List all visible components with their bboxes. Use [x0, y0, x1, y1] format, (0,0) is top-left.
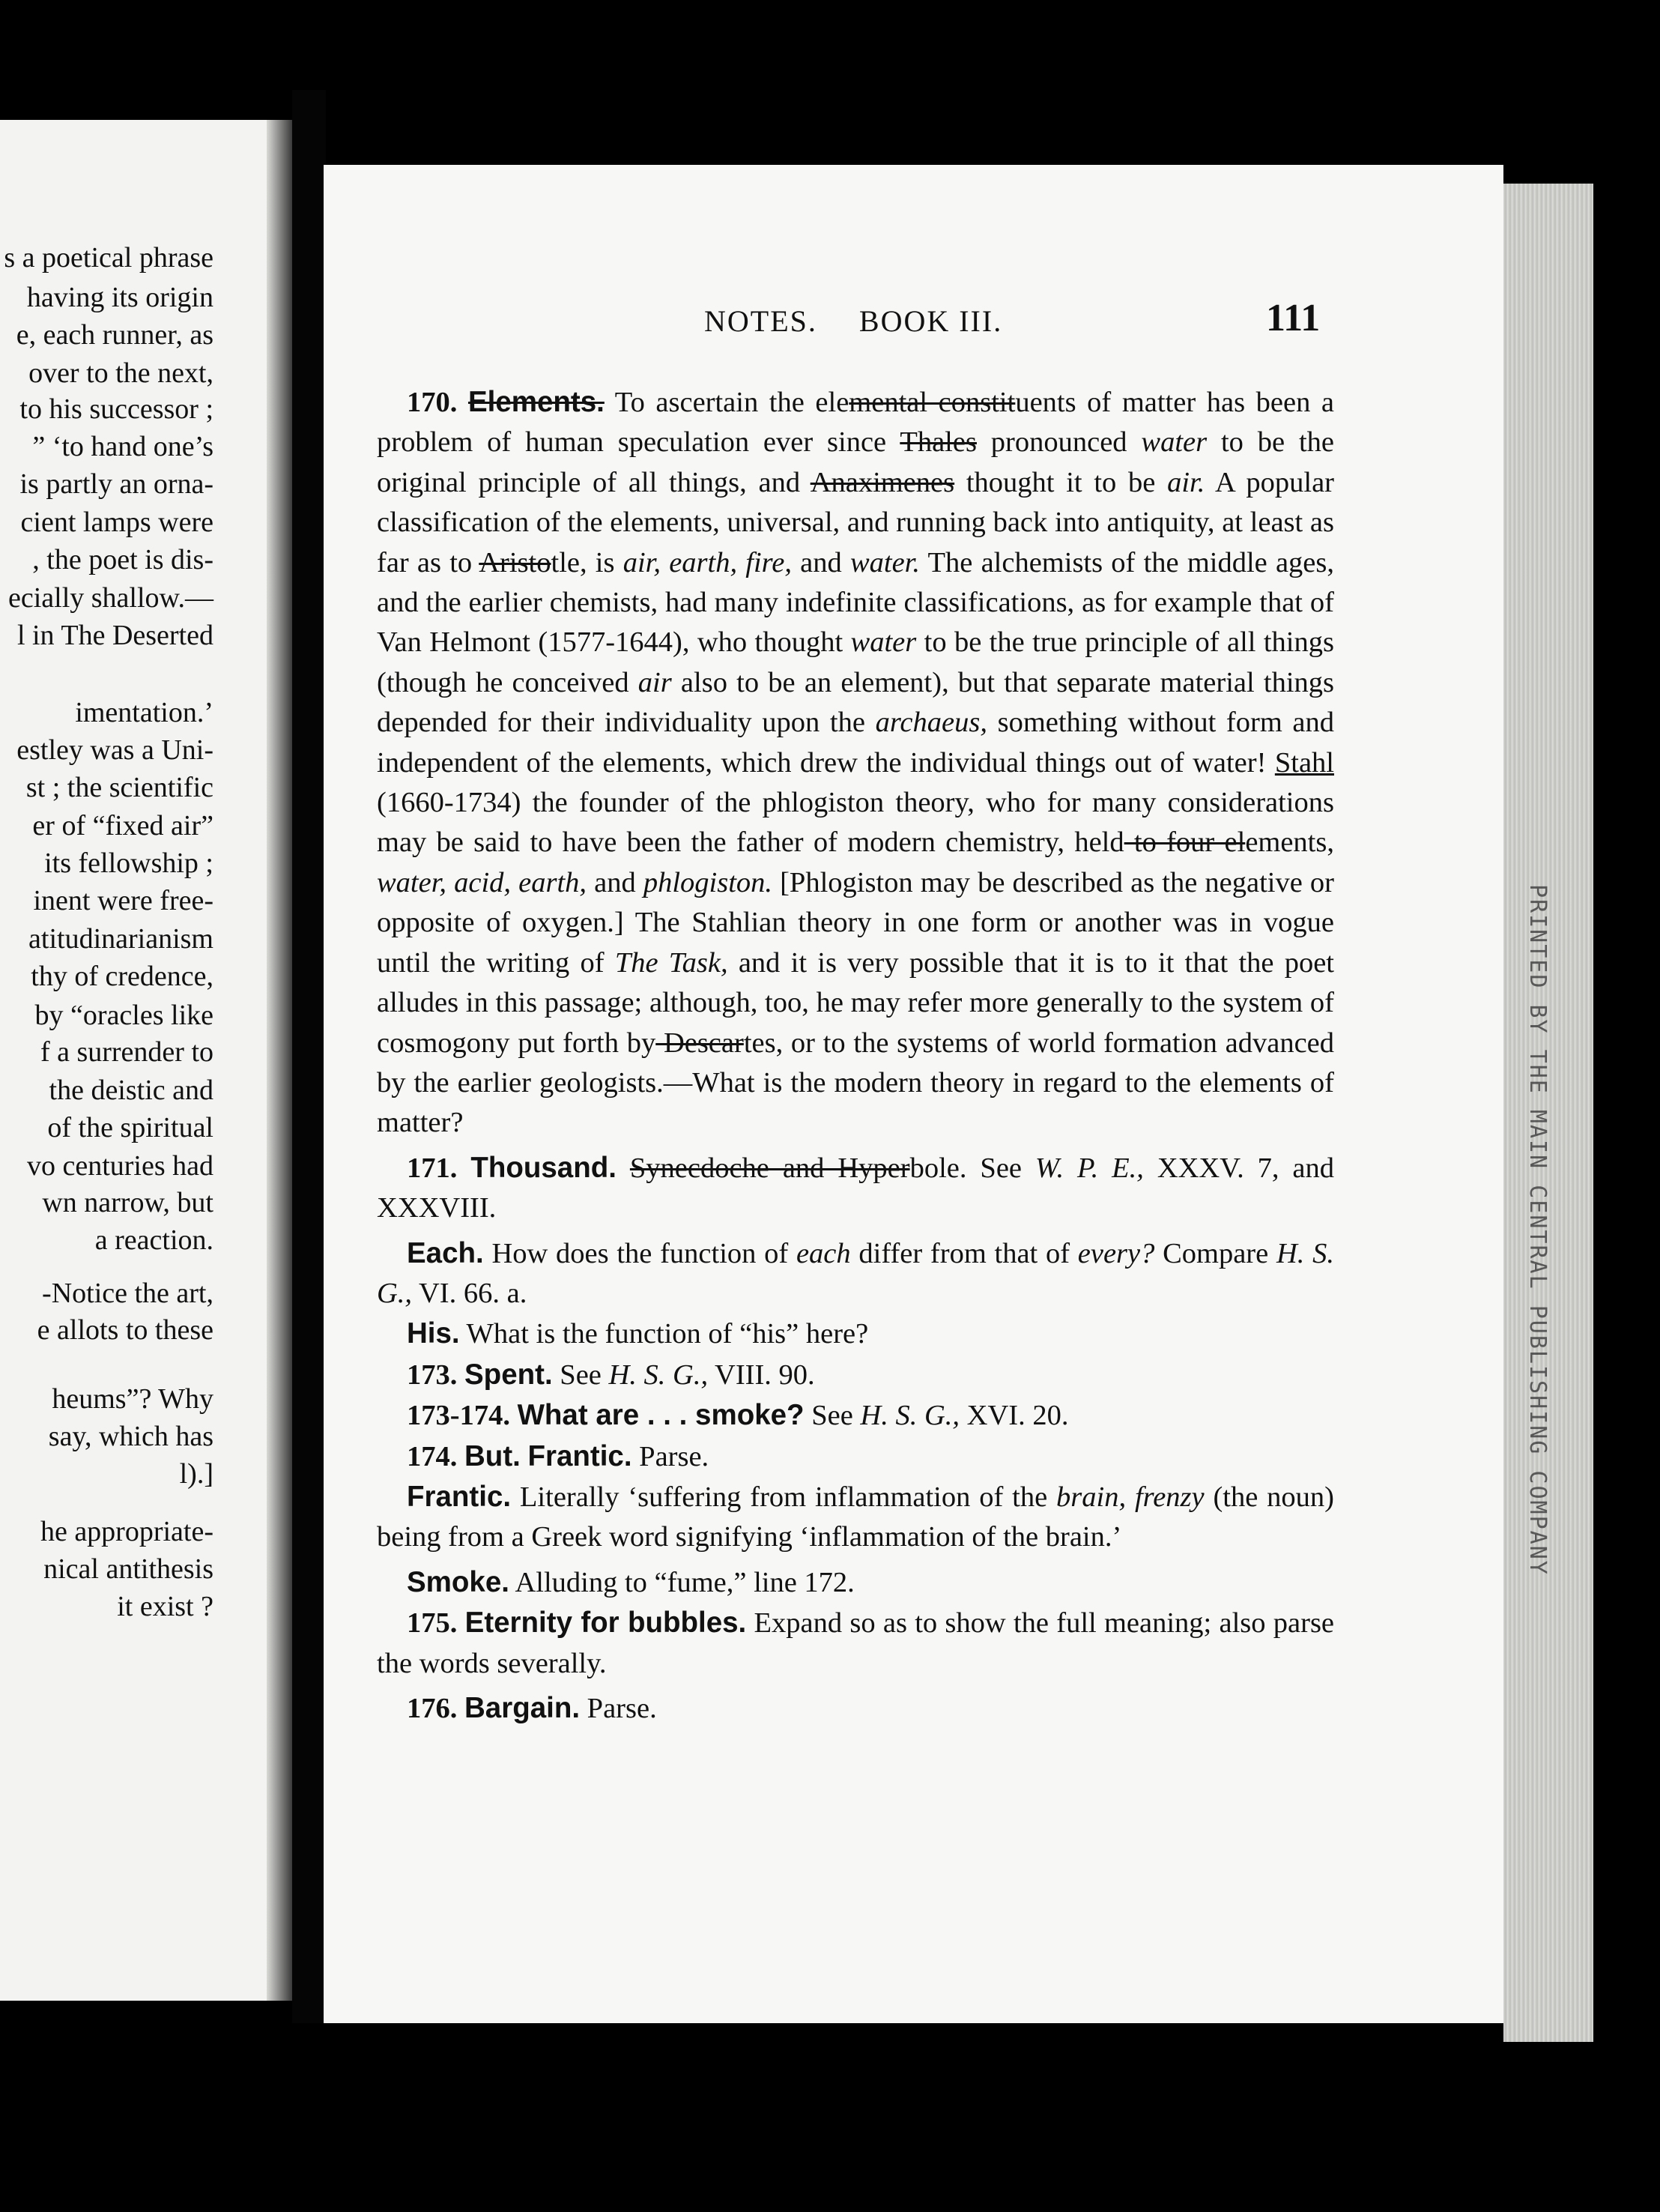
- scan-background: [0, 0, 1660, 67]
- note-text: Parse.: [580, 1693, 657, 1724]
- left-page-line: l).]: [179, 1458, 213, 1490]
- note-174: [377, 1436, 1334, 1477]
- note-175: [377, 1603, 1334, 1684]
- note-text: (the noun) being from a Greek word signifying ‘inflammation of the brain.’: [377, 1481, 1334, 1553]
- note-number: 174.: [407, 1440, 458, 1472]
- left-page-line: its fellowship ;: [44, 847, 213, 879]
- fore-edge-print: PRINTED BY THE MAIN CENTRAL PUBLISHING COMPANY: [1524, 884, 1551, 1576]
- left-page-line: , the poet is dis-: [32, 544, 213, 575]
- note-text: tes, or to the systems of world formation advanced by the earlier geologists.—What is the modern theory in regard to the elements of matter?: [377, 1027, 1334, 1139]
- pencil-strike-text: to four el: [1124, 827, 1246, 859]
- left-page-line: e, each runner, as: [16, 319, 213, 351]
- note-text: and: [791, 546, 850, 578]
- note-text: How does the function of: [483, 1237, 796, 1269]
- note-headword: Bargain.: [464, 1692, 581, 1724]
- note-text: Parse.: [631, 1440, 709, 1472]
- note-number: 175.: [407, 1607, 458, 1640]
- left-page-line: inent were free-: [33, 885, 213, 916]
- italic-term: water, acid, earth,: [377, 866, 587, 898]
- note-text: to be the original principle of all things, and: [377, 426, 1335, 498]
- page-number: 111: [1266, 297, 1321, 339]
- left-page-line: nical antithesis: [43, 1553, 213, 1585]
- note-text: ements,: [1245, 827, 1334, 859]
- left-page-line: it exist ?: [117, 1591, 213, 1622]
- pencil-strike-text: mental constit: [849, 387, 1016, 418]
- italic-term: air, earth, fire,: [622, 546, 792, 578]
- note-text: tle, is: [551, 546, 623, 578]
- left-page-line: he appropriate-: [40, 1516, 213, 1547]
- italic-term: air.: [1167, 466, 1205, 498]
- note-text: Expand so as to show the full meaning; also parse the words severally.: [377, 1607, 1335, 1679]
- note-text: something without form and independent of the elements, which drew the individual things out of water!: [377, 707, 1334, 779]
- italic-term: every?: [1077, 1237, 1155, 1269]
- pencil-strike-text: Descar: [655, 1027, 744, 1059]
- note-his: [377, 1314, 1334, 1354]
- italic-term: H. S. G.,: [860, 1400, 960, 1432]
- note-text: XVI. 20.: [960, 1400, 1069, 1432]
- left-page-line: ” ‘to hand one’s: [32, 431, 213, 462]
- note-headword: His.: [407, 1317, 460, 1350]
- italic-term: brain,: [1056, 1481, 1127, 1513]
- left-page-line: heums”? Why: [52, 1383, 213, 1415]
- note-text: (1660-1734) the founder of the phlogiston theory, who for many considerations may be said to have been the father of modern chemistry, held: [377, 787, 1334, 859]
- note-176: [377, 1688, 1334, 1729]
- note-number: 171.: [407, 1152, 458, 1184]
- italic-term: air: [637, 666, 672, 698]
- pencil-strike-text: Thales: [900, 426, 977, 459]
- note-smoke: [377, 1562, 1334, 1603]
- note-text: XXXV. 7, and XXXVIII.: [377, 1152, 1335, 1224]
- left-page-line: by “oracles like: [34, 1000, 213, 1031]
- note-text: and it is very possible that it is to it that the poet alludes in this passage; although, too, he may refer more generally to the system of cosmogony put forth by: [377, 946, 1334, 1059]
- italic-term: H. S. G.,: [377, 1237, 1334, 1309]
- note-headword: Smoke.: [407, 1565, 509, 1598]
- pencil-strike-text: Anaximenes: [810, 466, 955, 498]
- left-page-line: vo centuries had: [26, 1150, 213, 1182]
- left-page-line: the deistic and: [49, 1075, 213, 1106]
- note-171: [377, 1148, 1334, 1229]
- left-page-line: -Notice the art,: [42, 1278, 213, 1309]
- note-text: to be the true principle of all things (though he conceived: [377, 626, 1334, 698]
- left-page-line: estley was a Uni-: [16, 734, 213, 766]
- note-text: Alluding to “fume,” line 172.: [509, 1566, 855, 1598]
- note-text: differ from that of: [850, 1237, 1078, 1269]
- left-page-line: thy of credence,: [31, 961, 213, 992]
- running-head: [704, 303, 1002, 339]
- note-headword: Each.: [407, 1236, 484, 1269]
- note-text: What is the function of “his” here?: [459, 1318, 869, 1350]
- left-page-line: atitudinarianism: [28, 923, 213, 955]
- left-page-line: imentation.’: [75, 697, 213, 728]
- italic-term: phlogiston.: [643, 866, 773, 898]
- note-headword: Frantic.: [527, 1439, 632, 1472]
- note-text: thought it to be: [954, 466, 1168, 498]
- left-page-line: to his successor ;: [19, 393, 213, 425]
- left-page-line: f a surrender to: [40, 1036, 213, 1068]
- italic-term: archaeus,: [875, 707, 987, 739]
- note-text: [1126, 1481, 1135, 1513]
- note-headword: Elements.: [467, 386, 605, 418]
- note-text: Literally ‘suffering from inflammation of the: [511, 1481, 1057, 1513]
- pencil-strike-text: Aristo: [479, 546, 551, 578]
- running-head-book: BOOK III.: [858, 304, 1003, 338]
- note-text: A popular classification of the elements, universal, and running back into antiquity, at least as far as to: [377, 466, 1334, 578]
- note-frantic: [377, 1477, 1334, 1558]
- note-headword: Spent.: [464, 1358, 553, 1391]
- note-text: VI. 66. a.: [412, 1277, 527, 1309]
- scan-background-right: [1593, 180, 1660, 2038]
- note-text: VIII. 90.: [708, 1359, 815, 1391]
- left-page-line: over to the next,: [28, 357, 213, 389]
- note-text: Compare: [1154, 1237, 1276, 1269]
- note-text: See: [552, 1359, 609, 1391]
- note-text: and: [587, 866, 643, 898]
- left-facing-page: [0, 120, 292, 2001]
- note-text: To ascertain the ele: [614, 387, 849, 418]
- note-text: pronounced: [976, 426, 1142, 459]
- note-text: [Phlogiston may be described as the negative or opposite of oxygen.] The Stahlian theory in one form or another was in vogue until the writing of: [377, 866, 1334, 979]
- italic-term: W. P. E.,: [1035, 1152, 1144, 1184]
- note-text: See: [804, 1400, 861, 1432]
- italic-term: each: [796, 1237, 851, 1269]
- italic-term: water: [850, 626, 917, 659]
- pencil-underline-text: Stahl: [1274, 746, 1334, 779]
- italic-term: water: [1141, 426, 1208, 459]
- note-173-174: [377, 1395, 1334, 1436]
- book-spine-gap: [292, 90, 326, 2023]
- notes-body: [377, 382, 1334, 1729]
- note-headword: What are . . . smoke?: [517, 1399, 805, 1432]
- pencil-strike-text: Synecdoche and Hyper: [629, 1152, 910, 1184]
- left-page-line: l in The Deserted: [16, 620, 213, 651]
- left-page-line: cient lamps were: [20, 507, 213, 538]
- left-page-line: e allots to these: [37, 1314, 213, 1346]
- note-173: [377, 1355, 1334, 1395]
- left-page-gutter-shadow: [267, 120, 292, 2001]
- note-number: 170.: [407, 387, 458, 418]
- note-headword: Eternity for bubbles.: [464, 1607, 747, 1640]
- note-number: 176.: [407, 1693, 458, 1724]
- note-number: 173-174.: [407, 1400, 510, 1432]
- note-headword: But.: [464, 1439, 521, 1472]
- left-page-line: s a poetical phrase: [4, 242, 213, 274]
- left-page-line: ecially shallow.—: [7, 582, 213, 614]
- left-page-line: of the spiritual: [47, 1112, 213, 1143]
- note-text: also to be an element), but that separate material things depended for their individuality upon the: [377, 666, 1335, 739]
- left-page-line: is partly an orna-: [19, 468, 213, 500]
- italic-term: water.: [849, 546, 921, 578]
- note-headword: Thousand.: [470, 1151, 617, 1184]
- left-page-line: st ; the scientific: [25, 772, 213, 803]
- note-text: bole. See: [909, 1152, 1035, 1184]
- italic-term: H. S. G.,: [608, 1359, 709, 1391]
- italic-term: The Task,: [614, 946, 728, 979]
- note-number: 173.: [407, 1359, 458, 1391]
- note-each: [377, 1233, 1334, 1314]
- note-170: [377, 382, 1334, 1143]
- left-page-line: er of “fixed air”: [32, 810, 213, 841]
- italic-term: frenzy: [1134, 1481, 1205, 1513]
- note-text: The alchemists of the middle ages, and the earlier chemists, had many indefinite classifications, as for example that of Van Helmont (1577-1644), who thought: [377, 546, 1334, 659]
- left-page-line: say, which has: [48, 1421, 213, 1452]
- left-page-line: a reaction.: [94, 1224, 213, 1256]
- note-text: uents of matter has been a problem of human speculation ever since: [377, 387, 1334, 459]
- note-headword: Frantic.: [407, 1480, 512, 1513]
- left-page-line: wn narrow, but: [42, 1187, 213, 1218]
- left-page-line: having its origin: [26, 282, 213, 313]
- running-head-notes: NOTES.: [704, 304, 817, 338]
